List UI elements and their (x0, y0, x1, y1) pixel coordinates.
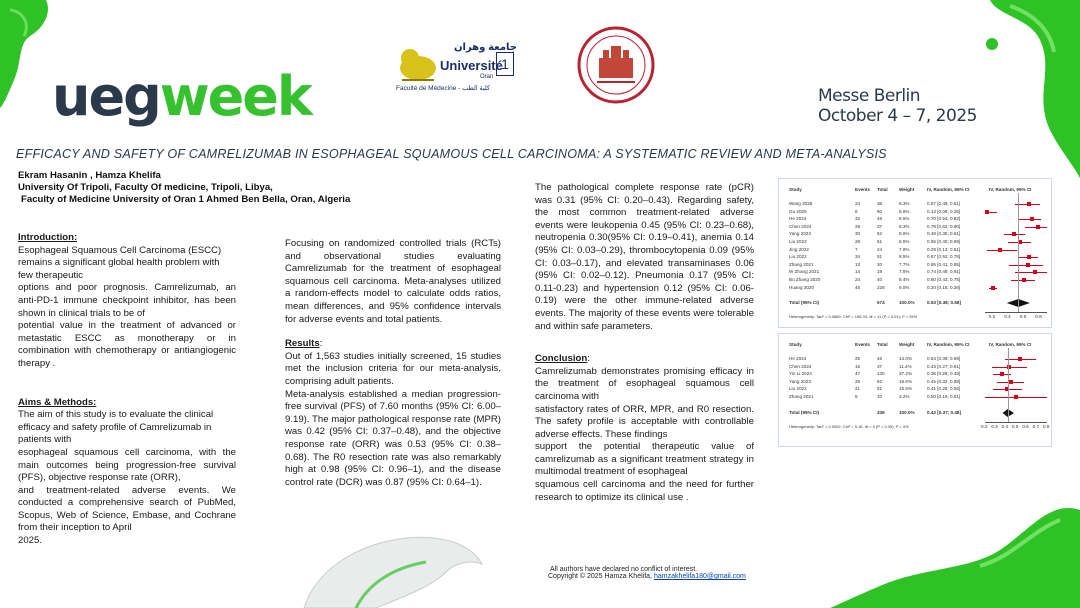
forest-cell-total: 51 (877, 254, 883, 260)
forest-plot-mpr (778, 333, 1052, 447)
introduction-p1: Esophageal Squamous Cell Carcinoma (ESCC) remains a significant global health problem with few therapeutic (18, 244, 222, 281)
forest-cell-events: 8 (855, 208, 858, 214)
forest-cell-weight: 8.3% (899, 201, 910, 206)
forest-cell-events: 16 (855, 363, 861, 369)
forest-cell-total: 37 (877, 223, 883, 229)
forest-cell-events: 30 (855, 231, 861, 237)
introduction-heading: Introduction: (18, 232, 78, 243)
conclusion-p3: support the potential therapeutic value of camrelizumab as a significant treatment strategy in multimodal treatment of esophageal (535, 441, 754, 478)
forest-total-ci: 0.53 [0.38; 0.68] (927, 300, 961, 306)
forest-total-n: 674 (877, 300, 885, 306)
conclusion-p2: satisfactory rates of ORR, MPR, and R0 resection. The safety profile is acceptable with controllable adverse effects. These findings (535, 403, 754, 440)
forest-cell-total: 10 (877, 394, 883, 399)
column-methods-results (285, 238, 501, 489)
forest-axis-tick: 0.3 (991, 423, 998, 429)
forest-cell-study: Liu 2022 (789, 386, 807, 392)
forest-axis-tick: 0.6 (1022, 423, 1029, 429)
forest-cell-ci: 0.67 [0.52; 0.79] (927, 254, 961, 260)
forest-axis-tick: 0.2 (988, 314, 996, 320)
forest-point-estimate (998, 248, 1002, 252)
forest-cell-weight: 8.5% (899, 239, 910, 244)
forest-cell-events: 46 (855, 284, 861, 290)
forest-total-ci: 0.42 [0.37; 0.48] (927, 409, 961, 415)
forest-cell-events: 25 (855, 356, 861, 361)
affiliation-1: University Of Tripoli, Faculty Of medicine, Tripoli, Libya, (18, 182, 273, 193)
forest-cell-ci: 0.74 [0.49; 0.91] (927, 269, 961, 275)
forest-ci-line (987, 250, 1016, 251)
forest-cell-ci: 0.36 [0.28; 0.45] (927, 371, 961, 377)
forest-cell-total: 36 (877, 201, 883, 206)
forest-total-label: Total (95% CI) (789, 409, 820, 415)
forest-axis-tick: 0.8 (1035, 314, 1042, 320)
forest-axis-tick: 0.4 (1004, 314, 1011, 320)
decorative-green-blob-top-left (0, 0, 60, 110)
forest-cell-total: 51 (877, 239, 883, 244)
forest-point-estimate (1036, 225, 1040, 229)
forest-cell-ci: 0.48 [0.35; 0.61] (927, 231, 961, 237)
event-venue: Messe Berlin (818, 86, 921, 106)
column-results-conclusion (535, 182, 754, 504)
forest-axis-tick: 0.7 (1032, 423, 1040, 429)
forest-axis-line (985, 422, 1047, 423)
faculty-name: Faculté de Médecine - كلية الطب (396, 85, 491, 92)
forest-cell-study: He 2024 (789, 216, 807, 222)
forest-cell-weight: 18.6% (899, 378, 913, 384)
event-info (818, 86, 977, 126)
forest-point-estimate (1000, 372, 1004, 376)
forest-cell-study: Zhang 2021 (789, 261, 814, 267)
forest-cell-ci: 0.78 [0.62; 0.90] (927, 223, 961, 229)
forest-cell-study: Yin Li 2024 (789, 371, 812, 377)
forest-cell-ci: 0.45 [0.32; 0.58] (927, 378, 961, 384)
forest-cell-weight: 8.6% (899, 208, 910, 214)
aims-p3: and treatment-related adverse events. We conducted a comprehensive search of PubMed, Scopus, Web of Science, Embase, and Cochrane from their inception to April (18, 484, 236, 534)
forest-cell-total: 228 (877, 284, 885, 290)
forest-axis-tick: 0.4 (1001, 423, 1009, 429)
introduction-p2: options and poor prognosis. Camrelizumab, an anti-PD-1 immune checkpoint inhibitor, has been shown in clinical trials to be of (18, 282, 236, 319)
forest-cell-study: Huang 2020 (789, 284, 815, 290)
forest-cell-weight: 37.2% (899, 371, 913, 377)
forest-point-estimate (1012, 232, 1016, 236)
forest-cell-weight: 8.5% (899, 216, 910, 222)
forest-plot-orr (778, 178, 1052, 328)
forest-cell-study: Liu 2022 (789, 239, 807, 244)
forest-cell-total: 20 (877, 261, 883, 267)
footer (550, 566, 746, 580)
forest-cell-events: 14 (855, 269, 861, 275)
forest-cell-events: 7 (855, 246, 858, 252)
introduction-p3: potential value in the treatment of advanced or metastatic ESCC as monotherapy or in combination with chemotherapy or antiangiogenic therapy . (18, 320, 236, 369)
forest-axis-tick: 0.5 (1012, 423, 1019, 429)
conclusion-p4: squamous cell carcinoma and the need for further research to optimize its clinical use . (535, 479, 754, 503)
forest-header: Study (789, 187, 802, 192)
aims-heading: Aims & Methods: (18, 396, 97, 408)
forest-point-estimate (1027, 255, 1031, 259)
forest-point-estimate (1030, 217, 1034, 221)
forest-total-weight: 100.0% (899, 409, 915, 415)
university-arabic-name: جامعة وهران (454, 42, 517, 53)
forest-header: IV, Random, 95% CI (989, 187, 1032, 192)
forest-point-estimate (1033, 270, 1037, 274)
forest-cell-study: Gu 2025 (789, 208, 807, 214)
affiliation-2: Faculty of Medicine University of Oran 1 Ahmed Ben Bella, Oran, Algeria (21, 194, 351, 205)
author-email-link[interactable]: hamzakhelifa180@gmail.com (653, 573, 746, 580)
forest-cell-study: He 2024 (789, 356, 807, 361)
forest-cell-study: Chen 2024 (789, 363, 812, 369)
results-p1: Out of 1,563 studies initially screened, 15 studies met the inclusion criteria for our meta-analysis, comprising adult patients. (285, 350, 501, 387)
forest-cell-events: 28 (855, 378, 861, 384)
forest-header: Total (877, 342, 888, 347)
forest-cell-events: 5 (855, 394, 858, 399)
results-p2: Meta-analysis established a median progression-free survival (PFS) of 7.60 months (95% CI: 6.00–9.19). The major pathological response rate (MPR) was 0.42 (95% CI: 0.37–0.48), and the objective response rate (ORR) was 0.53 (95% CI: 0.38–0.68). The R0 resection rate was also remarkably high at 0.98 (95% CI: 0.96–1), and the disease control rate (DCR) was 0.87 (95% CI: 0.64–1). (285, 388, 501, 488)
forest-header: Total (877, 187, 888, 192)
forest-cell-events: 34 (855, 254, 861, 260)
forest-heterogeneity: Heterogeneity: Tau² = 0.0002; Chi² = 5.18, df = 5 (P = 0.39); I² = 4% (789, 423, 909, 429)
forest-cell-weight: 11.4% (899, 363, 912, 369)
aims-p1: The aim of this study is to evaluate the clinical efficacy and safety profile of Camrelizumab in patients with (18, 409, 214, 446)
conclusion-colon: : (587, 353, 590, 365)
forest-header: IV, Random, 95% CI (989, 342, 1032, 347)
forest-heterogeneity: Heterogeneity: Tau² = 0.0669; Chi² = 156.33, df = 11 (P < 0.01); I² = 93% (789, 314, 918, 320)
lion-emblem-icon (398, 44, 438, 82)
forest-cell-weight: 8.4% (899, 277, 910, 282)
forest-header: Events (855, 187, 871, 192)
forest-cell-weight: 3.2% (899, 394, 910, 399)
forest-cell-ci: 0.55 [0.40; 0.69] (927, 239, 961, 244)
forest-cell-total: 46 (877, 356, 883, 361)
forest-cell-total: 130 (877, 371, 885, 377)
results-continued: The pathological complete response rate (pCR) was 0.31 (95% CI: 0.20–0.43). Regarding safety, the most common treatment-related adverse events were leukopenia 0.45 (95% CI: 0.23–0.68), neutropenia 0.30(95% CI: 0.19–0.41), anemia 0.14 (95% CI: 0.03–0.29), thrombocytopenia 0.09 (95% CI: 0.03–0.17), and elevated transaminases 0.06 (95% CI: 0.02–0.12). Pneumonia 0.17 (95% CI: 0.11-0.23) and hypertension 0.12 (95% CI: 0.06-0.19) were the other immune-related adverse events. The majority of these events were tolerable and within safe parameters. (535, 182, 754, 332)
forest-cell-events: 47 (855, 371, 861, 377)
forest-cell-ci: 0.67 [0.49; 0.81] (927, 201, 961, 206)
forest-cell-weight: 15.5% (899, 386, 913, 392)
forest-cell-study: Yang 2023 (789, 378, 811, 384)
forest-cell-events: 29 (855, 223, 861, 229)
forest-cell-total: 37 (877, 363, 883, 369)
logo-week-text: week (159, 65, 311, 128)
results-colon: : (319, 338, 323, 350)
forest-reference-line (1008, 348, 1009, 422)
copyright: Copyright © 2025 Hamza Khelifa, (548, 573, 652, 580)
conclusion-p1: Camrelizumab demonstrates promising efficacy in the treatment of esophageal squamous cell carcinoma with (535, 365, 754, 402)
forest-cell-events: 24 (855, 201, 861, 206)
forest-reference-line (1018, 193, 1019, 312)
forest-point-estimate (1014, 395, 1018, 399)
forest-point-estimate (1022, 278, 1026, 282)
forest-point-estimate (1027, 202, 1031, 206)
forest-cell-study: Wang 2025 (789, 201, 813, 206)
forest-header: Study (789, 342, 802, 347)
forest-cell-weight: 8.6% (899, 231, 910, 237)
column-introduction (18, 232, 236, 548)
forest-cell-events: 21 (855, 386, 861, 392)
forest-ci-line (1015, 272, 1047, 273)
university-city: Oran (480, 74, 494, 80)
methods-text: Focusing on randomized controlled trials (RCTs) and observational studies evaluating Camrelizumab for the treatment of esophageal squamous cell carcinoma. Meta-analyses utilized a random-effects model to calculate odds ratios, mean differences, and 95% confidence intervals for adverse events and total patients. (285, 238, 501, 325)
forest-point-estimate (1018, 357, 1022, 361)
event-dates: October 4 – 7, 2025 (818, 106, 977, 126)
decorative-green-blob-bottom-right (800, 500, 1080, 608)
forest-point-estimate (1009, 380, 1013, 384)
forest-header: Weight (899, 187, 915, 192)
logo-ueg-text: ueg (52, 65, 160, 128)
forest-cell-study: Yang 2023 (789, 231, 811, 237)
aims-p2: esophageal squamous cell carcinoma, with the main outcomes being progression-free survival (PFS), objective response rate (ORR), (18, 446, 236, 484)
forest-cell-study: W Zhang 2021 (789, 269, 820, 275)
forest-cell-ci: 0.29 [0.13; 0.51] (927, 246, 961, 252)
forest-cell-study: Bo Zhang 2020 (789, 277, 821, 282)
forest-cell-weight: 8.5% (899, 254, 910, 260)
forest-header: IV, Random, 95% CI (927, 342, 970, 347)
ueg-week-logo (52, 65, 311, 128)
university-oran-logo (396, 28, 520, 98)
decorative-liver-illustration (296, 520, 486, 608)
forest-cell-weight: 7.9% (899, 246, 910, 252)
forest-cell-weight: 14.0% (899, 356, 913, 361)
forest-cell-study: Liu 2022 (789, 254, 807, 260)
university-number: 1 (496, 52, 514, 76)
university-name: Université (440, 58, 503, 73)
forest-header: IV, Random, 95% CI (927, 187, 970, 192)
forest-axis-line (985, 312, 1047, 313)
authors: Ekram Hasanin , Hamza Khelifa (18, 170, 161, 181)
aims-p4: 2025. (18, 535, 43, 547)
forest-cell-weight: 9.0% (899, 284, 910, 290)
forest-point-estimate (985, 210, 989, 214)
forest-axis-tick: 0.2 (981, 423, 988, 429)
forest-cell-ci: 0.50 [0.19; 0.81] (927, 394, 961, 399)
forest-point-estimate (991, 286, 995, 290)
forest-cell-events: 24 (855, 277, 861, 282)
forest-cell-total: 19 (877, 269, 883, 275)
forest-cell-total: 46 (877, 216, 883, 222)
forest-cell-ci: 0.20 [0.15; 0.26] (927, 284, 961, 290)
forest-cell-weight: 7.6% (899, 269, 910, 275)
forest-cell-weight: 7.7% (899, 261, 910, 267)
conclusion-heading: Conclusion (535, 353, 588, 365)
poster-title: EFFICACY AND SAFETY OF CAMRELIZUMAB IN ESOPHAGEAL SQUAMOUS CELL CARCINOMA: A SYSTEMATIC REVIEW AND META-ANALYSIS (16, 147, 887, 161)
forest-point-estimate (1026, 263, 1030, 267)
tripoli-university-seal-icon (577, 26, 655, 104)
conflict-statement: All authors have declared no conflict of interest. (550, 566, 698, 573)
authors-block (18, 170, 350, 206)
forest-cell-total: 62 (877, 231, 883, 237)
forest-cell-study: Zhang 2021 (789, 394, 814, 399)
forest-pooled-diamond (779, 297, 1051, 309)
forest-cell-weight: 8.3% (899, 223, 910, 229)
forest-cell-events: 28 (855, 239, 861, 244)
forest-cell-total: 24 (877, 246, 883, 252)
forest-cell-total: 40 (877, 277, 883, 282)
forest-cell-total: 60 (877, 208, 883, 214)
forest-cell-ci: 0.54 [0.39; 0.69] (927, 356, 961, 361)
forest-cell-ci: 0.41 [0.28; 0.56] (927, 386, 961, 392)
forest-total-label: Total (95% CI) (789, 300, 820, 306)
forest-total-n: 336 (877, 409, 885, 415)
results-heading: Results (285, 338, 320, 350)
forest-pooled-diamond (779, 407, 1051, 419)
forest-cell-total: 51 (877, 386, 883, 392)
forest-cell-ci: 0.60 [0.43; 0.75] (927, 277, 961, 282)
forest-cell-ci: 0.43 [0.27; 0.61] (927, 363, 961, 369)
forest-axis-tick: 0.8 (1043, 423, 1050, 429)
forest-cell-ci: 0.13 [0.06; 0.25] (927, 208, 961, 214)
forest-cell-study: Chen 2024 (789, 223, 812, 229)
forest-cell-study: Jing 2022 (789, 246, 809, 252)
forest-header: Weight (899, 342, 915, 347)
forest-total-weight: 100.0% (899, 300, 915, 306)
forest-cell-events: 13 (855, 261, 861, 267)
forest-axis-tick: 0.6 (1019, 314, 1027, 320)
forest-cell-ci: 0.70 [0.54; 0.82] (927, 216, 961, 222)
forest-cell-events: 32 (855, 216, 861, 222)
forest-header: Events (855, 342, 871, 347)
forest-cell-ci: 0.65 [0.41; 0.85] (927, 261, 961, 267)
forest-cell-total: 62 (877, 378, 883, 384)
